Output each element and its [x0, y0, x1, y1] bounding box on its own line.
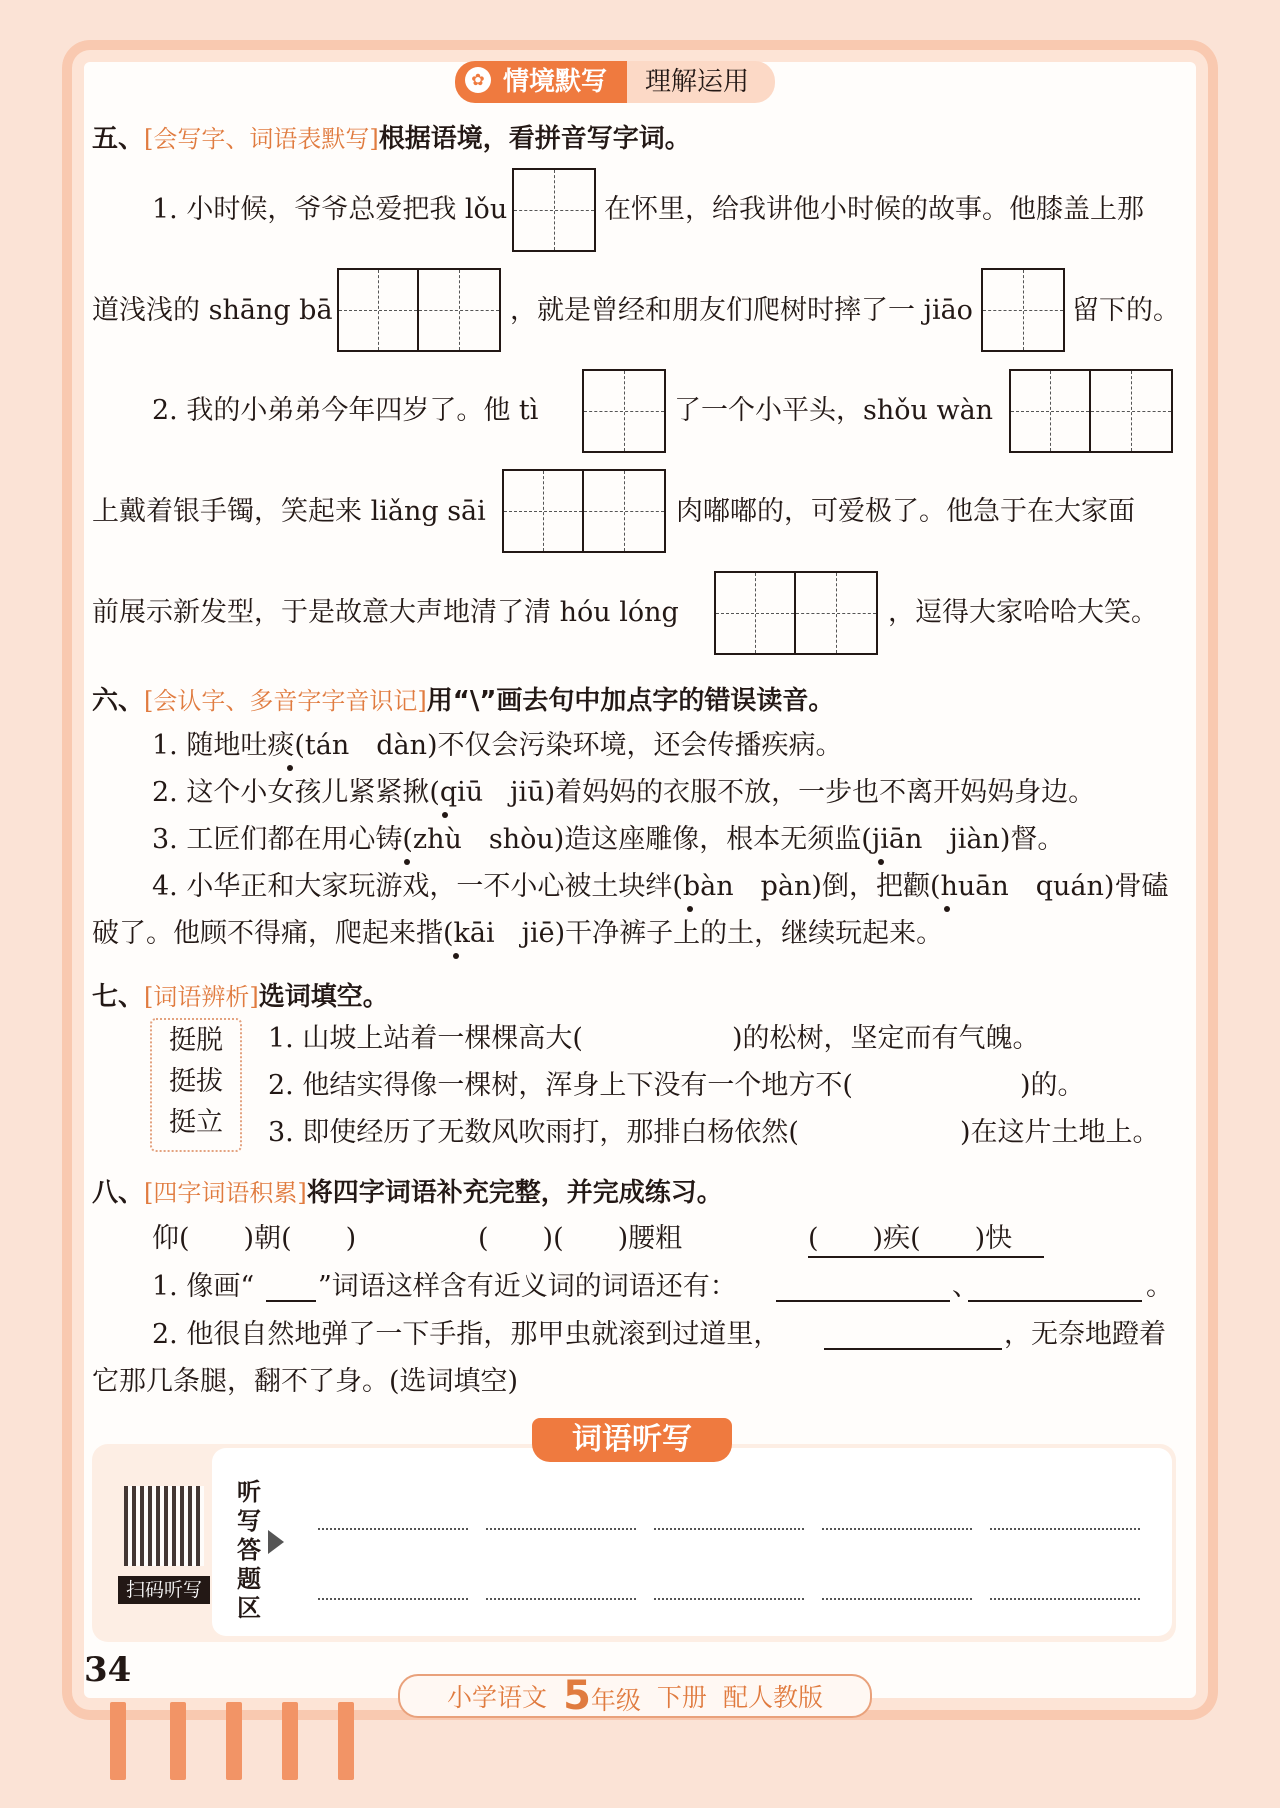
section-instruction: 将四字词语补充完整，并完成练习。 [306, 1178, 723, 1208]
s7-q3-a: 3. 即使经历了无数风吹雨打，那排白杨依然( [268, 1117, 799, 1148]
decorative-tab [226, 1702, 242, 1780]
emphasis-dot [287, 765, 293, 771]
listening-banner: 词语听写 [532, 1418, 732, 1462]
footer-subject: 小学语文 [447, 1683, 548, 1712]
s7-q2-b: )的。 [1020, 1070, 1085, 1101]
listening-answer-area [212, 1448, 1172, 1636]
emphasis-dot [878, 859, 884, 865]
dictation-line[interactable] [318, 1598, 468, 1600]
dictation-line[interactable] [654, 1528, 804, 1530]
label-char: 题 [237, 1565, 261, 1593]
section-number: 七、 [92, 982, 145, 1012]
s5-line2-c: 留下的。 [1072, 295, 1180, 326]
section-7-heading [92, 976, 389, 1013]
arrow-icon [268, 1530, 284, 1554]
section-label: [词语辨析] [144, 983, 259, 1011]
writing-grid[interactable] [981, 268, 1065, 352]
qr-label: 扫码听写 [118, 1576, 210, 1604]
writing-grid[interactable] [512, 168, 596, 252]
footer-grade-number: 5 [563, 1673, 591, 1719]
s5-line5-a: 前展示新发型，于是故意大声地清了清 hóu lóng [92, 597, 679, 628]
writing-grid[interactable] [714, 571, 878, 655]
section-5-heading [92, 118, 691, 155]
s8-q1-d: 。 [1146, 1271, 1173, 1302]
section-label: [会写字、词语表默写] [144, 125, 379, 153]
dictation-line[interactable] [990, 1598, 1140, 1600]
s7-q3-b: )在这片土地上。 [960, 1117, 1160, 1148]
emphasis-dot [453, 953, 459, 959]
label-char: 答 [237, 1536, 261, 1564]
section-label: [会认字、多音字字音识记] [144, 687, 427, 715]
word-choice: 挺脱 [169, 1025, 223, 1056]
emphasis-dot [944, 906, 950, 912]
emphasis-dot [442, 812, 448, 818]
section-number: 八、 [92, 1178, 145, 1208]
tab-other: 理解运用 [627, 61, 775, 103]
label-char: 写 [237, 1507, 261, 1535]
s6-item-3: 3. 工匠们都在用心铸(zhù shòu)造这座雕像，根本无须监(jiān jiàn)督。 [152, 824, 1065, 855]
dictation-line[interactable] [654, 1598, 804, 1600]
section-number: 五、 [92, 124, 145, 154]
tab-active-label: 情境默写 [503, 67, 608, 97]
answer-line[interactable] [266, 1300, 316, 1302]
dictation-line[interactable] [486, 1528, 636, 1530]
s5-line4-a: 上戴着银手镯，笑起来 liǎng sāi [92, 496, 486, 527]
s5-line3-b: 了一个小平头，shǒu wàn [674, 395, 994, 426]
section-tab [455, 62, 775, 102]
s5-line5-b: ，逗得大家哈哈大笑。 [888, 597, 1158, 628]
writing-grid[interactable] [582, 369, 666, 453]
flower-icon: ✿ [465, 67, 491, 93]
s5-line2-b: ，就是曾经和朋友们爬树时摔了一 jiāo [510, 295, 973, 326]
dictation-line[interactable] [486, 1598, 636, 1600]
decorative-tab [338, 1702, 354, 1780]
idiom-blank-3[interactable]: ( )疾( )快 [808, 1223, 1013, 1254]
dictation-line[interactable] [318, 1528, 468, 1530]
decorative-tab [110, 1702, 126, 1780]
section-label: [四字词语积累] [144, 1179, 307, 1207]
writing-grid[interactable] [502, 469, 666, 553]
section-8-heading [92, 1172, 723, 1209]
decorative-tab [170, 1702, 186, 1780]
s8-q1-b: ”词语这样含有近义词的词语还有： [318, 1271, 737, 1302]
section-number: 六、 [92, 686, 145, 716]
page-number: 34 [84, 1650, 132, 1690]
emphasis-dot [404, 859, 410, 865]
label-char: 听 [237, 1478, 261, 1506]
s6-item-2: 2. 这个小女孩儿紧紧揪(qiū jiū)着妈妈的衣服不放，一步也不离开妈妈身边。 [152, 777, 1096, 808]
s7-q2-a: 2. 他结实得像一棵树，浑身上下没有一个地方不( [268, 1070, 853, 1101]
s8-q1-a: 1. 像画“ [152, 1271, 255, 1302]
dictation-line[interactable] [822, 1528, 972, 1530]
word-choice: 挺拔 [169, 1066, 223, 1097]
s5-line1-a: 1. 小时候，爷爷总爱把我 lǒu [152, 194, 508, 225]
section-instruction: 根据语境，看拼音写字词。 [378, 124, 691, 154]
s5-line1-b: 在怀里，给我讲他小时候的故事。他膝盖上那 [604, 194, 1144, 225]
s6-item-4-cont: 破了。他顾不得痛，爬起来揩(kāi jiē)干净裤子上的土，继续玩起来。 [92, 918, 944, 949]
section-instruction: 用“\”画去句中加点字的错误读音。 [426, 686, 835, 716]
s8-q2-c: 它那几条腿，翻不了身。(选词填空) [92, 1366, 519, 1397]
idiom-blank-2[interactable]: ( )( )腰粗 [478, 1223, 683, 1254]
answer-line[interactable] [968, 1300, 1142, 1302]
idiom-underline [808, 1256, 1044, 1258]
dictation-line[interactable] [822, 1598, 972, 1600]
decorative-tab [282, 1702, 298, 1780]
writing-grid[interactable] [1009, 369, 1173, 453]
qr-code-icon[interactable] [124, 1486, 204, 1566]
footer-edition: 配人教版 [722, 1683, 823, 1712]
answer-area-label [234, 1478, 264, 1623]
s8-q2-b: ，无奈地蹬着 [1004, 1319, 1166, 1350]
tab-active [455, 61, 627, 103]
s8-q1-c: 、 [952, 1271, 979, 1302]
idiom-blank-1[interactable]: 仰( )朝( ) [152, 1223, 357, 1254]
word-choices-box [150, 1018, 242, 1152]
label-char: 区 [237, 1594, 261, 1622]
section-6-heading [92, 680, 834, 717]
dictation-line[interactable] [990, 1528, 1140, 1530]
s8-q2-a: 2. 他很自然地弹了一下手指，那甲虫就滚到过道里， [152, 1319, 781, 1350]
section-instruction: 选词填空。 [258, 982, 389, 1012]
answer-line[interactable] [824, 1348, 1002, 1350]
s5-line2-a: 道浅浅的 shāng bā [92, 295, 333, 326]
emphasis-dot [687, 906, 693, 912]
s7-q1-a: 1. 山坡上站着一棵棵高大( [268, 1023, 583, 1054]
s5-line4-b: 肉嘟嘟的，可爱极了。他急于在大家面 [676, 496, 1135, 527]
footer-volume: 下册 [656, 1683, 707, 1712]
s5-line3-a: 2. 我的小弟弟今年四岁了。他 tì [152, 395, 539, 426]
writing-grid[interactable] [337, 268, 501, 352]
footer-book-info [398, 1674, 872, 1718]
word-choice: 挺立 [169, 1107, 223, 1138]
s7-q1-b: )的松树，坚定而有气魄。 [732, 1023, 1040, 1054]
s6-item-1: 1. 随地吐痰(tán dàn)不仅会污染环境，还会传播疾病。 [152, 730, 843, 761]
s6-item-4: 4. 小华正和大家玩游戏，一不小心被土块绊(bàn pàn)倒，把颧(huān quán)骨磕 [152, 871, 1169, 902]
answer-line[interactable] [776, 1300, 950, 1302]
footer-grade: 年级 [590, 1686, 641, 1715]
